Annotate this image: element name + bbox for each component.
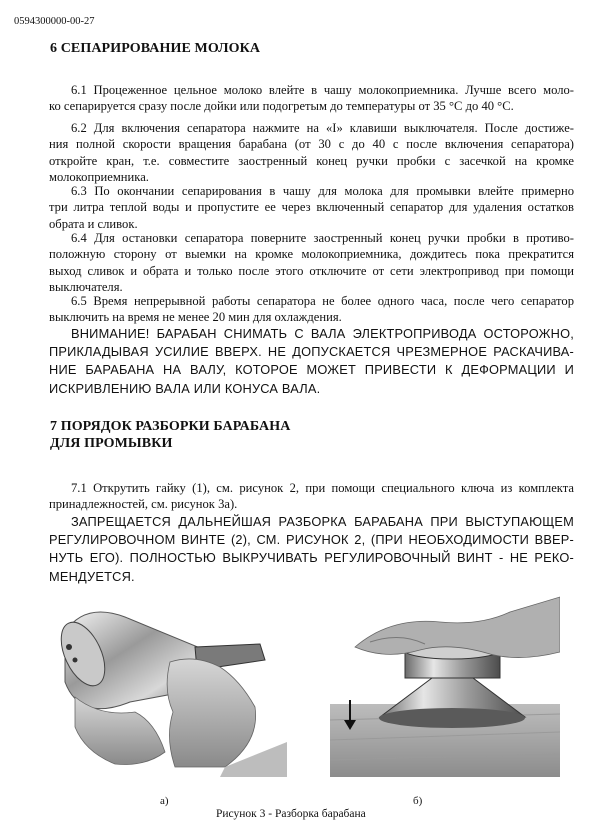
text-line: положную сторону от выемки на кромке молокоприемника, дождитесь пока прекратится [49, 247, 574, 262]
warning-line: ИСКРИВЛЕНИЮ ВАЛА ИЛИ КОНУСА ВАЛА. [49, 380, 321, 396]
text-line: 6.2 Для включения сепаратора нажмите на «I» клавиши выключателя. После достиже- [71, 121, 574, 135]
section-7-title-line: ДЛЯ ПРОМЫВКИ [50, 436, 173, 451]
paragraph-6-1 [49, 82, 574, 115]
warning-line: ЗАПРЕЩАЕТСЯ ДАЛЬНЕЙШАЯ РАЗБОРКА БАРАБАНА ПРИ ВЫСТУПАЮЩЕМ [71, 514, 574, 529]
warning-block-7 [49, 513, 574, 586]
text-line: 7.1 Открутить гайку (1), см. рисунок 2, при помощи специального ключа из комплекта [71, 481, 574, 495]
text-line: 6.4 Для остановки сепаратора поверните заостренный конец ручки пробки в противо- [71, 231, 574, 245]
text-line: обрата и сливок. [49, 216, 138, 231]
text-line: принадлежностей, см. рисунок 3а). [49, 497, 238, 512]
figure-label-a: а) [160, 795, 169, 807]
paragraph-7-1 [49, 480, 574, 513]
text-line: выключить на время не менее 20 мин для охлаждения. [49, 310, 342, 325]
text-line: откройте кран, т.е. совместите заостренный конец ручки пробки с засечкой на кромке [49, 153, 574, 168]
warning-block-6 [49, 325, 574, 398]
section-6-title: 6 СЕПАРИРОВАНИЕ МОЛОКА [50, 41, 261, 56]
figure-label-b: б) [413, 795, 423, 807]
warning-line: МЕНДУЕТСЯ. [49, 568, 135, 584]
warning-line: ПРИКЛАДЫВАЯ УСИЛИЕ ВВЕРХ. НЕ ДОПУСКАЕТСЯ ЧРЕЗМЕРНОЕ РАСКАЧИВА- [49, 344, 574, 360]
text-line: три литра теплой воды и пропустите ее через включенный сепаратор для удаления остатков [49, 200, 574, 215]
paragraph-6-5 [49, 293, 574, 326]
section-7-title-line: 7 ПОРЯДОК РАЗБОРКИ БАРАБАНА [50, 419, 291, 434]
figure-caption: Рисунок 3 - Разборка барабана [216, 808, 366, 820]
photo-drum-disassembly-b [330, 592, 560, 777]
paragraph-6-2 [49, 120, 574, 186]
warning-line: РЕГУЛИРОВОЧНОМ ВИНТЕ (2), СМ. РИСУНОК 2, (ПРИ НЕОБХОДИМОСТИ ВВЕР- [49, 532, 574, 548]
warning-line: ВНИМАНИЕ! БАРАБАН СНИМАТЬ С ВАЛА ЭЛЕКТРОПРИВОДА ОСТОРОЖНО, [71, 326, 574, 341]
section-7-title [50, 418, 290, 452]
text-line: 6.3 По окончании сепарирования в чашу для молока для промывки влейте примерно [71, 184, 574, 198]
text-line: молокоприемника. [49, 170, 149, 185]
warning-line: НУТЬ ЕГО). ПОЛНОСТЬЮ ВЫКРУЧИВАТЬ РЕГУЛИРОВОЧНЫЙ ВИНТ - НЕ РЕКО- [49, 550, 574, 566]
paragraph-6-4 [49, 230, 574, 296]
photo-drum-disassembly-a [55, 592, 287, 777]
text-line: выход сливок и обрата и только после этого отключите от сети электропривод при помощи [49, 263, 574, 278]
text-line: 6.5 Время непрерывной работы сепаратора не более одного часа, после чего сепаратор [71, 294, 574, 308]
warning-line: НИЕ БАРАБАНА НА ВАЛУ, КОТОРОЕ МОЖЕТ ПРИВЕСТИ К ДЕФОРМАЦИИ И [49, 362, 574, 378]
text-line: 6.1 Процеженное цельное молоко влейте в чашу молокоприемника. Лучше всего моло- [71, 83, 574, 97]
text-line: ния полной скорости вращения барабана (от 30 с до 40 с после включения сепаратора) [49, 137, 574, 152]
text-line: ко сепарируется сразу после дойки или подогретым до температуры от 35 °С до 40 °С. [49, 99, 514, 114]
document-code: 0594300000-00-27 [14, 16, 95, 27]
paragraph-6-3 [49, 183, 574, 232]
text-line: выключателя. [49, 280, 123, 295]
